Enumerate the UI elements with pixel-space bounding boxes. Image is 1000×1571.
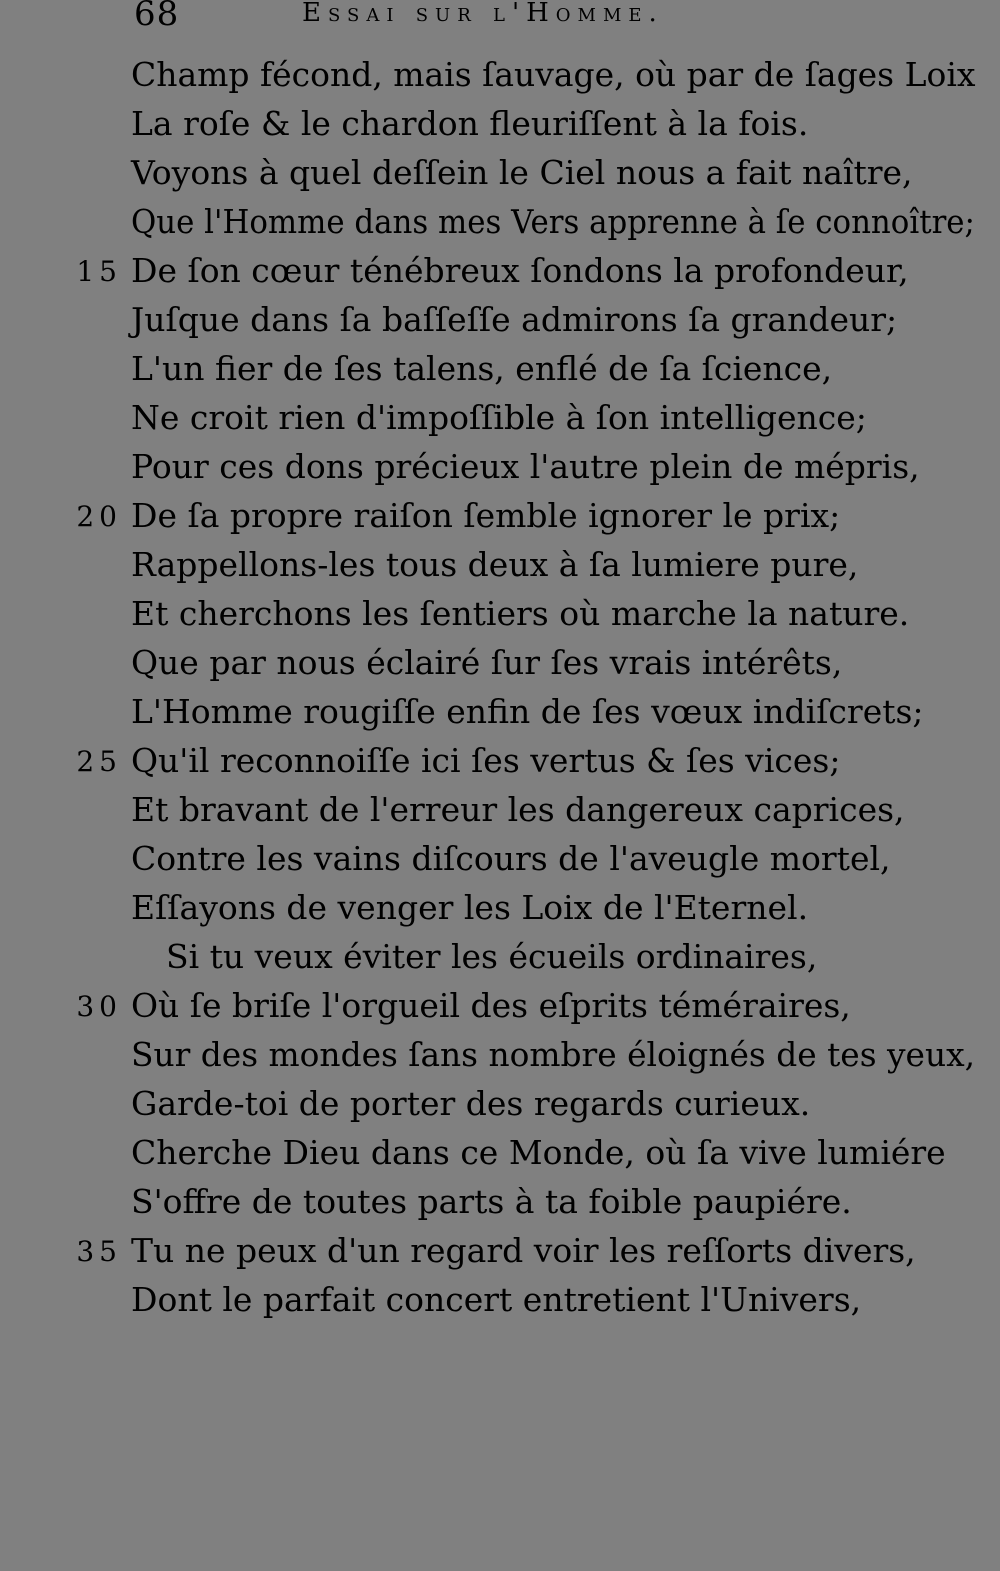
verse-line — [0, 53, 1000, 101]
verse-line — [0, 739, 1000, 787]
verse-text: S'offre de toutes parts à ta foible paupiére. — [131, 1182, 852, 1221]
verse-text: Eſſayons de venger les Loix de l'Eternel. — [131, 888, 809, 927]
verse-line — [0, 151, 1000, 199]
verse-text: Dont le parfait concert entretient l'Univers, — [131, 1280, 862, 1319]
verse-text: De ſa propre raiſon ſemble ignorer le prix; — [131, 496, 841, 535]
verse-text: Sur des mondes ſans nombre éloignés de tes yeux, — [131, 1035, 976, 1074]
verse-line — [0, 788, 1000, 836]
verse-text: Pour ces dons précieux l'autre plein de mépris, — [131, 447, 920, 486]
page-number: 68 — [134, 0, 180, 34]
verse-text: La roſe & le chardon fleuriſſent à la fois. — [131, 104, 809, 143]
line-number: 20 — [76, 500, 122, 533]
verse-line — [0, 102, 1000, 150]
verse-line — [0, 984, 1000, 1032]
verse-line — [0, 1278, 1000, 1326]
line-number: 30 — [76, 990, 122, 1023]
verse-text: Si tu veux éviter les écueils ordinaires, — [166, 937, 818, 976]
verse-text: Garde-toi de porter des regards curieux. — [131, 1084, 811, 1123]
verse-text: Rappellons-les tous deux à ſa lumiere pure, — [131, 545, 859, 584]
verse-text: L'Homme rougiſſe enfin de ſes vœux indiſcrets; — [131, 692, 924, 731]
verse-line — [0, 690, 1000, 738]
verse-text: Juſque dans ſa baſſeſſe admirons ſa grandeur; — [131, 300, 898, 339]
verse-line — [0, 298, 1000, 346]
verse-line — [0, 200, 1000, 248]
verse-line — [0, 396, 1000, 444]
verse-text: Et cherchons les ſentiers où marche la nature. — [131, 594, 910, 633]
verse-line — [0, 347, 1000, 395]
verse-line — [0, 1033, 1000, 1081]
verse-line — [0, 935, 1000, 983]
verse-text: Contre les vains diſcours de l'aveugle mortel, — [131, 839, 891, 878]
verse-text: Voyons à quel deſſein le Ciel nous a fait naître, — [131, 153, 913, 192]
line-number: 35 — [76, 1235, 122, 1268]
verse-line — [0, 494, 1000, 542]
verse-line — [0, 1082, 1000, 1130]
verse-text: Et bravant de l'erreur les dangereux caprices, — [131, 790, 905, 829]
verse-line — [0, 837, 1000, 885]
verse-line — [0, 1180, 1000, 1228]
verse-text: Où ſe briſe l'orgueil des eſprits téméraires, — [131, 986, 851, 1025]
verse-text: Champ fécond, mais ſauvage, où par de ſages Loix — [131, 55, 976, 94]
verse-text: Que par nous éclairé ſur ſes vrais intérêts, — [131, 643, 843, 682]
verse-text: Qu'il reconnoiſſe ici ſes vertus & ſes vices; — [131, 741, 841, 780]
verse-text: Tu ne peux d'un regard voir les reſſorts divers, — [131, 1231, 916, 1270]
verse-text: Ne croit rien d'impoſſible à ſon intelligence; — [131, 398, 867, 437]
verse-line — [0, 592, 1000, 640]
verse-text: L'un fier de ſes talens, enflé de ſa ſcience, — [131, 349, 833, 388]
verse-line — [0, 543, 1000, 591]
verse-line — [0, 1131, 1000, 1179]
verse-line — [0, 886, 1000, 934]
verse-line — [0, 445, 1000, 493]
line-number: 15 — [76, 255, 122, 288]
verse-line — [0, 249, 1000, 297]
verse-line — [0, 641, 1000, 689]
verse-text: Que l'Homme dans mes Vers apprenne à ſe connoître; — [131, 202, 975, 241]
running-title: Essai sur l'Homme. — [302, 0, 664, 28]
verse-line — [0, 1229, 1000, 1277]
verse-text: Cherche Dieu dans ce Monde, où ſa vive lumiére — [131, 1133, 946, 1172]
verse-text: De ſon cœur ténébreux ſondons la profondeur, — [131, 251, 909, 290]
line-number: 25 — [76, 745, 122, 778]
running-head — [134, 0, 934, 44]
